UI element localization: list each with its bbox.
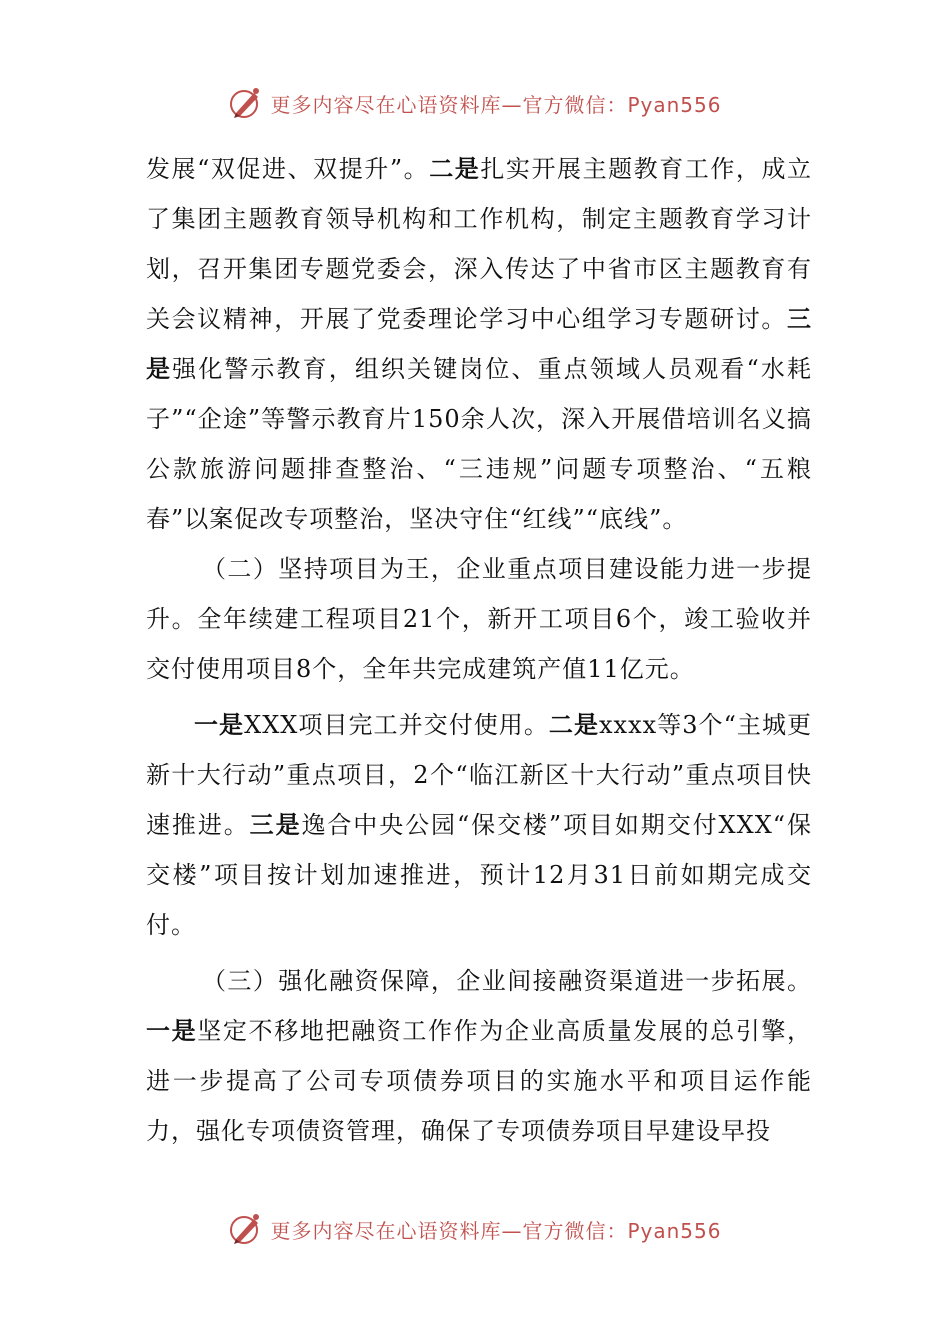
- paragraph-3: [146, 700, 812, 950]
- bold-marker: 一是: [194, 710, 245, 739]
- text-segment: xxxx等3个“主城更新十大行动”重点项目，2个“临江新区十大行动”重点项目快速推进。: [146, 711, 813, 839]
- document-body: [146, 144, 812, 1156]
- footer-watermark: [0, 1209, 950, 1249]
- paragraph-1: [146, 144, 812, 544]
- bold-marker: 二是: [429, 154, 481, 183]
- watermark-text: 更多内容尽在心语资料库—官方微信：Pyan556: [270, 1218, 722, 1243]
- text-segment: 发展“双促进、双提升”。: [146, 155, 430, 183]
- section-heading-text: （二）坚持项目为王，企业重点项目建设能力进一步提升。全年续建工程项目21个，新开工项目6个，竣工验收并交付使用项目8个，全年共完成建筑产值11亿元。: [146, 555, 812, 683]
- paragraph-4: [146, 956, 812, 1156]
- header-watermark: [0, 83, 950, 123]
- section-heading-text: （三）强化融资保障，企业间接融资渠道进一步拓展。: [202, 967, 812, 995]
- bold-marker: 三是: [146, 304, 812, 383]
- text-segment: 坚定不移地把融资工作作为企业高质量发展的总引擎，进一步提高了公司专项债券项目的实施水平和项目运作能力，强化专项债资管理，确保了专项债券项目早建设早投: [146, 1017, 812, 1145]
- paragraph-2: [146, 544, 812, 694]
- watermark-text: 更多内容尽在心语资料库—官方微信：Pyan556: [270, 92, 722, 117]
- text-segment: 逸合中央公园“保交楼”项目如期交付XXX“保交楼”项目按计划加速推进，预计12月31日前如期完成交付。: [146, 811, 812, 939]
- text-segment: XXX项目完工并交付使用。: [244, 711, 549, 739]
- bold-marker: 一是: [146, 1016, 198, 1045]
- pen-logo-icon: [228, 85, 264, 121]
- text-segment: 扎实开展主题教育工作，成立了集团主题教育领导机构和工作机构，制定主题教育学习计划，召开集团专题党委会，深入传达了中省市区主题教育有关会议精神，开展了党委理论学习中心组学习专题研讨。: [146, 155, 813, 333]
- bold-marker: 二是: [548, 710, 599, 739]
- text-segment: 强化警示教育，组织关键岗位、重点领域人员观看“水耗子”“企途”等警示教育片150余人次，深入开展借培训名义搞公款旅游问题排查整治、“三违规”问题专项整治、“五粮春”以案促改专项整治，坚决守住“红线”“底线”。: [146, 355, 812, 533]
- bold-marker: 三是: [249, 810, 302, 839]
- pen-logo-icon: [228, 1211, 264, 1247]
